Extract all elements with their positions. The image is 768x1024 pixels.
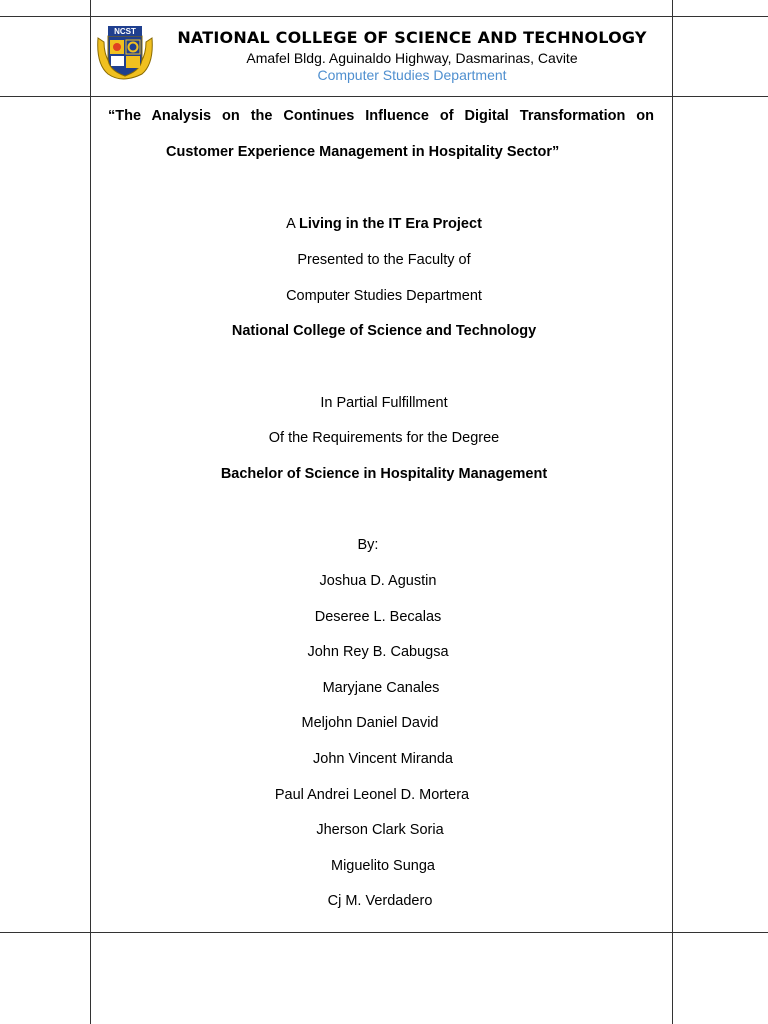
by-label: By: [357, 537, 379, 553]
college-name: NATIONAL COLLEGE OF SCIENCE AND TECHNOLOGY [177, 28, 647, 47]
header-text-block [152, 28, 672, 83]
top-header-line [0, 16, 768, 17]
college-logo [94, 24, 156, 84]
author-name: Joshua D. Agustin [319, 573, 437, 589]
author-name: Miguelito Sunga [331, 857, 435, 874]
thesis-title [108, 108, 654, 160]
project-college: National College of Science and Technology [231, 323, 537, 339]
logo-text: NCST [114, 27, 136, 36]
project-line [0, 216, 768, 232]
project-name: Living in the IT Era Project [299, 216, 482, 232]
fulfillment-line-1: In Partial Fulfillment [320, 395, 448, 411]
author-name: Deseree L. Becalas [314, 608, 442, 625]
author-name: Maryjane Canales [322, 679, 440, 696]
author-name: Jherson Clark Soria [316, 822, 444, 839]
header-bottom-line [0, 96, 768, 97]
title-line-1: “The Analysis on the Continues Influence of Digital Transformation on [108, 108, 654, 124]
degree-name: Bachelor of Science in Hospitality Management [220, 466, 548, 482]
author-name: John Vincent Miranda [313, 751, 453, 767]
author-name: John Rey B. Cabugsa [307, 644, 449, 661]
college-address: Amafel Bldg. Aguinaldo Highway, Dasmarinas, Cavite [246, 50, 578, 66]
title-line-2: Customer Experience Management in Hospitality Sector” [166, 144, 560, 160]
fulfillment-line-2: Of the Requirements for the Degree [268, 430, 500, 446]
document-header [92, 22, 672, 92]
presented-to: Presented to the Faculty of [297, 252, 471, 268]
author-name: Paul Andrei Leonel D. Mortera [274, 786, 470, 803]
project-prefix: A [286, 216, 299, 232]
project-department: Computer Studies Department [286, 288, 482, 304]
author-name: Meljohn Daniel David [301, 715, 439, 732]
author-name: Cj M. Verdadero [327, 893, 433, 910]
footer-line [0, 932, 768, 933]
department-name: Computer Studies Department [317, 67, 507, 83]
